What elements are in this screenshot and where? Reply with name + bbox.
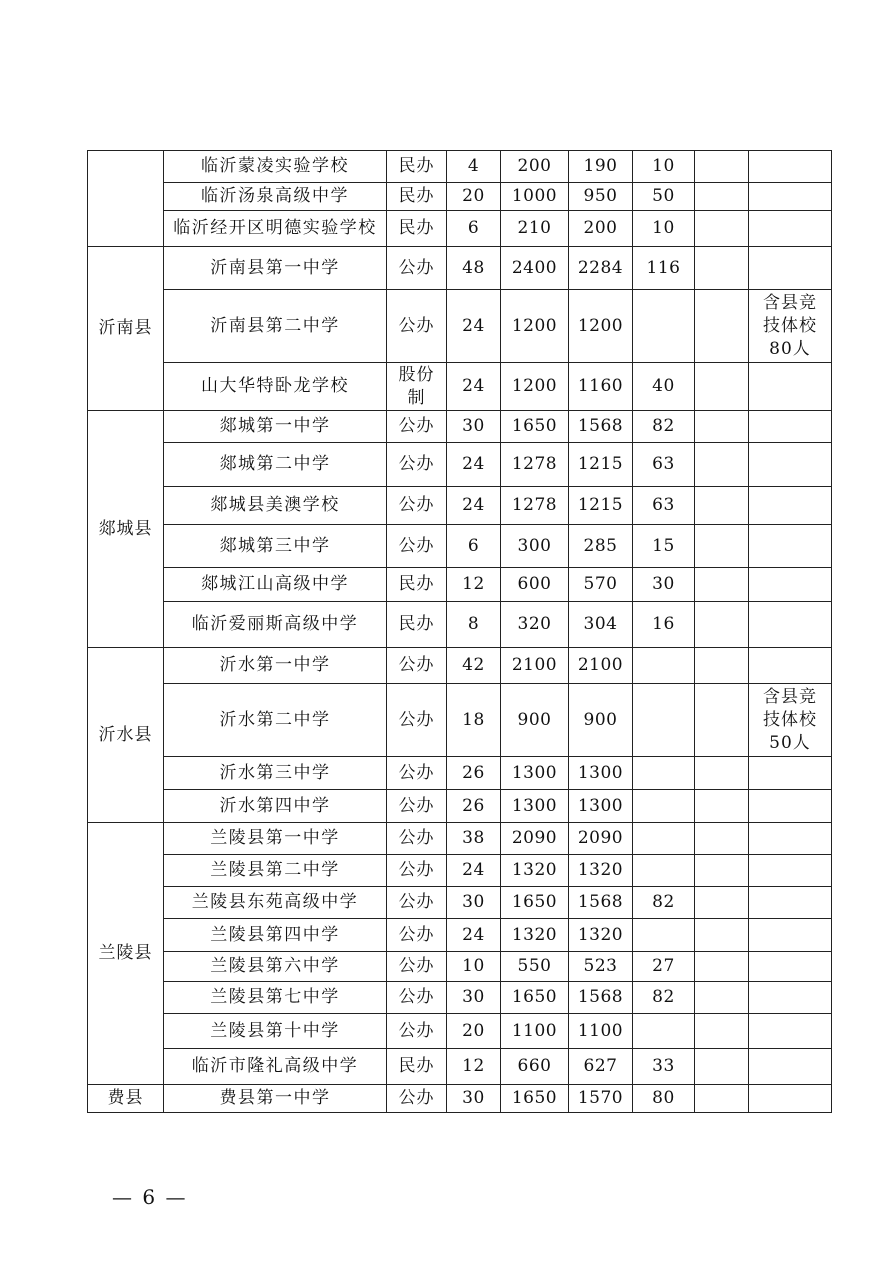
extra-quota-cell	[695, 1014, 749, 1049]
extra-quota-cell	[695, 211, 749, 247]
table-row	[88, 568, 832, 602]
table-row	[88, 1049, 832, 1085]
enrollment-plan-cell: 1300	[501, 790, 569, 823]
extra-quota-cell	[695, 363, 749, 411]
table-row	[88, 1014, 832, 1049]
school-name-cell: 临沂蒙凌实验学校	[164, 151, 387, 183]
school-type-cell: 公办	[387, 290, 447, 363]
class-count-cell: 30	[447, 887, 501, 919]
class-count-cell: 26	[447, 790, 501, 823]
extra-quota-cell	[695, 443, 749, 487]
outside-quota-cell	[633, 790, 695, 823]
school-type-cell: 公办	[387, 855, 447, 887]
class-count-cell: 12	[447, 568, 501, 602]
extra-quota-cell	[695, 982, 749, 1014]
class-count-cell: 24	[447, 290, 501, 363]
table-row	[88, 982, 832, 1014]
class-count-cell: 10	[447, 952, 501, 982]
extra-quota-cell	[695, 919, 749, 952]
remark-cell	[749, 487, 832, 525]
outside-quota-cell: 33	[633, 1049, 695, 1085]
table-row	[88, 919, 832, 952]
school-name-cell: 沂水第四中学	[164, 790, 387, 823]
enrollment-plan-cell: 210	[501, 211, 569, 247]
enrollment-plan-cell: 600	[501, 568, 569, 602]
extra-quota-cell	[695, 183, 749, 211]
table-row	[88, 525, 832, 568]
remark-cell	[749, 757, 832, 790]
school-type-cell: 公办	[387, 684, 447, 757]
school-name-cell: 沂水第三中学	[164, 757, 387, 790]
local-quota-cell: 2090	[569, 823, 633, 855]
school-name-cell: 山大华特卧龙学校	[164, 363, 387, 411]
class-count-cell: 30	[447, 1085, 501, 1113]
remark-cell	[749, 183, 832, 211]
school-name-cell: 临沂汤泉高级中学	[164, 183, 387, 211]
local-quota-cell: 190	[569, 151, 633, 183]
local-quota-cell: 200	[569, 211, 633, 247]
enrollment-plan-cell: 1200	[501, 290, 569, 363]
table-row	[88, 855, 832, 887]
extra-quota-cell	[695, 952, 749, 982]
enrollment-plan-cell: 1278	[501, 443, 569, 487]
remark-cell	[749, 602, 832, 648]
table-row	[88, 887, 832, 919]
class-count-cell: 24	[447, 443, 501, 487]
school-type-cell: 民办	[387, 211, 447, 247]
enrollment-plan-cell: 1100	[501, 1014, 569, 1049]
outside-quota-cell: 116	[633, 247, 695, 290]
table-row	[88, 443, 832, 487]
local-quota-cell: 1160	[569, 363, 633, 411]
enrollment-plan-cell: 550	[501, 952, 569, 982]
enrollment-plan-cell: 660	[501, 1049, 569, 1085]
class-count-cell: 24	[447, 919, 501, 952]
local-quota-cell: 304	[569, 602, 633, 648]
school-type-cell: 公办	[387, 982, 447, 1014]
class-count-cell: 48	[447, 247, 501, 290]
school-name-cell: 沂水第二中学	[164, 684, 387, 757]
school-name-cell: 兰陵县东苑高级中学	[164, 887, 387, 919]
outside-quota-cell	[633, 290, 695, 363]
enrollment-plan-cell: 1000	[501, 183, 569, 211]
outside-quota-cell: 30	[633, 568, 695, 602]
extra-quota-cell	[695, 1049, 749, 1085]
enrollment-plan-cell: 900	[501, 684, 569, 757]
school-type-cell: 民办	[387, 568, 447, 602]
outside-quota-cell: 27	[633, 952, 695, 982]
county-cell	[88, 151, 164, 247]
local-quota-cell: 1215	[569, 487, 633, 525]
class-count-cell: 26	[447, 757, 501, 790]
school-type-cell: 股份 制	[387, 363, 447, 411]
enrollment-plan-cell: 1200	[501, 363, 569, 411]
local-quota-cell: 2100	[569, 648, 633, 684]
table-row	[88, 790, 832, 823]
school-type-cell: 公办	[387, 1014, 447, 1049]
extra-quota-cell	[695, 855, 749, 887]
school-type-cell: 民办	[387, 151, 447, 183]
outside-quota-cell: 63	[633, 443, 695, 487]
table-row	[88, 151, 832, 183]
school-name-cell: 郯城第三中学	[164, 525, 387, 568]
county-cell: 费县	[88, 1085, 164, 1113]
school-type-cell: 公办	[387, 823, 447, 855]
school-name-cell: 郯城第二中学	[164, 443, 387, 487]
remark-cell	[749, 443, 832, 487]
remark-cell	[749, 790, 832, 823]
extra-quota-cell	[695, 602, 749, 648]
table-row	[88, 823, 832, 855]
remark-cell	[749, 1014, 832, 1049]
class-count-cell: 42	[447, 648, 501, 684]
county-cell: 郯城县	[88, 411, 164, 648]
table-row	[88, 648, 832, 684]
school-name-cell: 兰陵县第十中学	[164, 1014, 387, 1049]
enrollment-plan-cell: 1650	[501, 887, 569, 919]
school-type-cell: 公办	[387, 1085, 447, 1113]
school-type-cell: 民办	[387, 183, 447, 211]
local-quota-cell: 1300	[569, 790, 633, 823]
table-row	[88, 684, 832, 757]
extra-quota-cell	[695, 568, 749, 602]
remark-cell	[749, 823, 832, 855]
local-quota-cell: 1300	[569, 757, 633, 790]
local-quota-cell: 1215	[569, 443, 633, 487]
enrollment-plan-cell: 300	[501, 525, 569, 568]
table-row	[88, 411, 832, 443]
local-quota-cell: 1568	[569, 411, 633, 443]
local-quota-cell: 627	[569, 1049, 633, 1085]
enrollment-table	[87, 150, 832, 1113]
table-row	[88, 211, 832, 247]
page-number: — 6 —	[112, 1185, 188, 1209]
enrollment-plan-cell: 1278	[501, 487, 569, 525]
enrollment-plan-cell: 1650	[501, 982, 569, 1014]
outside-quota-cell: 50	[633, 183, 695, 211]
outside-quota-cell	[633, 1014, 695, 1049]
table-row	[88, 363, 832, 411]
school-name-cell: 兰陵县第六中学	[164, 952, 387, 982]
outside-quota-cell	[633, 855, 695, 887]
local-quota-cell: 570	[569, 568, 633, 602]
enrollment-plan-cell: 320	[501, 602, 569, 648]
outside-quota-cell	[633, 648, 695, 684]
remark-cell	[749, 1085, 832, 1113]
remark-cell	[749, 247, 832, 290]
school-type-cell: 公办	[387, 887, 447, 919]
school-name-cell: 沂南县第二中学	[164, 290, 387, 363]
extra-quota-cell	[695, 684, 749, 757]
enrollment-plan-cell: 1300	[501, 757, 569, 790]
county-cell: 沂水县	[88, 648, 164, 823]
class-count-cell: 24	[447, 855, 501, 887]
remark-cell	[749, 411, 832, 443]
local-quota-cell: 1200	[569, 290, 633, 363]
class-count-cell: 6	[447, 211, 501, 247]
table-row	[88, 290, 832, 363]
remark-cell: 含县竞 技体校 80人	[749, 290, 832, 363]
remark-cell	[749, 568, 832, 602]
remark-cell	[749, 887, 832, 919]
outside-quota-cell	[633, 757, 695, 790]
extra-quota-cell	[695, 247, 749, 290]
enrollment-plan-cell: 2090	[501, 823, 569, 855]
remark-cell	[749, 952, 832, 982]
enrollment-plan-cell: 1650	[501, 1085, 569, 1113]
table-row	[88, 247, 832, 290]
school-type-cell: 公办	[387, 411, 447, 443]
school-type-cell: 公办	[387, 952, 447, 982]
local-quota-cell: 1568	[569, 982, 633, 1014]
outside-quota-cell	[633, 684, 695, 757]
class-count-cell: 12	[447, 1049, 501, 1085]
school-name-cell: 费县第一中学	[164, 1085, 387, 1113]
enrollment-plan-cell: 1320	[501, 919, 569, 952]
school-name-cell: 兰陵县第七中学	[164, 982, 387, 1014]
enrollment-plan-cell: 2100	[501, 648, 569, 684]
outside-quota-cell	[633, 823, 695, 855]
school-type-cell: 民办	[387, 602, 447, 648]
class-count-cell: 24	[447, 363, 501, 411]
remark-cell	[749, 648, 832, 684]
outside-quota-cell: 40	[633, 363, 695, 411]
outside-quota-cell: 15	[633, 525, 695, 568]
enrollment-plan-cell: 2400	[501, 247, 569, 290]
extra-quota-cell	[695, 1085, 749, 1113]
school-name-cell: 临沂经开区明德实验学校	[164, 211, 387, 247]
school-name-cell: 兰陵县第二中学	[164, 855, 387, 887]
school-type-cell: 公办	[387, 919, 447, 952]
class-count-cell: 6	[447, 525, 501, 568]
table-row	[88, 602, 832, 648]
table-row	[88, 1085, 832, 1113]
class-count-cell: 20	[447, 1014, 501, 1049]
class-count-cell: 30	[447, 411, 501, 443]
local-quota-cell: 1100	[569, 1014, 633, 1049]
extra-quota-cell	[695, 648, 749, 684]
outside-quota-cell: 63	[633, 487, 695, 525]
class-count-cell: 38	[447, 823, 501, 855]
school-name-cell: 兰陵县第四中学	[164, 919, 387, 952]
school-name-cell: 兰陵县第一中学	[164, 823, 387, 855]
local-quota-cell: 900	[569, 684, 633, 757]
enrollment-plan-cell: 200	[501, 151, 569, 183]
local-quota-cell: 1570	[569, 1085, 633, 1113]
remark-cell: 含县竞 技体校 50人	[749, 684, 832, 757]
school-type-cell: 公办	[387, 247, 447, 290]
local-quota-cell: 523	[569, 952, 633, 982]
school-name-cell: 沂水第一中学	[164, 648, 387, 684]
remark-cell	[749, 855, 832, 887]
outside-quota-cell: 82	[633, 982, 695, 1014]
class-count-cell: 24	[447, 487, 501, 525]
extra-quota-cell	[695, 887, 749, 919]
remark-cell	[749, 1049, 832, 1085]
local-quota-cell: 285	[569, 525, 633, 568]
school-type-cell: 公办	[387, 648, 447, 684]
remark-cell	[749, 982, 832, 1014]
local-quota-cell: 950	[569, 183, 633, 211]
county-cell: 沂南县	[88, 247, 164, 411]
local-quota-cell: 1320	[569, 919, 633, 952]
table-row	[88, 952, 832, 982]
outside-quota-cell: 16	[633, 602, 695, 648]
class-count-cell: 30	[447, 982, 501, 1014]
local-quota-cell: 2284	[569, 247, 633, 290]
school-type-cell: 公办	[387, 757, 447, 790]
extra-quota-cell	[695, 151, 749, 183]
school-name-cell: 郯城第一中学	[164, 411, 387, 443]
school-type-cell: 公办	[387, 487, 447, 525]
local-quota-cell: 1568	[569, 887, 633, 919]
county-cell: 兰陵县	[88, 823, 164, 1085]
remark-cell	[749, 211, 832, 247]
class-count-cell: 18	[447, 684, 501, 757]
local-quota-cell: 1320	[569, 855, 633, 887]
table-row	[88, 183, 832, 211]
outside-quota-cell	[633, 919, 695, 952]
remark-cell	[749, 363, 832, 411]
class-count-cell: 20	[447, 183, 501, 211]
table-row	[88, 757, 832, 790]
remark-cell	[749, 919, 832, 952]
extra-quota-cell	[695, 525, 749, 568]
extra-quota-cell	[695, 757, 749, 790]
enrollment-plan-cell: 1320	[501, 855, 569, 887]
school-name-cell: 郯城江山高级中学	[164, 568, 387, 602]
outside-quota-cell: 80	[633, 1085, 695, 1113]
class-count-cell: 8	[447, 602, 501, 648]
school-type-cell: 公办	[387, 443, 447, 487]
school-name-cell: 沂南县第一中学	[164, 247, 387, 290]
outside-quota-cell: 82	[633, 887, 695, 919]
school-type-cell: 公办	[387, 790, 447, 823]
outside-quota-cell: 82	[633, 411, 695, 443]
remark-cell	[749, 151, 832, 183]
class-count-cell: 4	[447, 151, 501, 183]
extra-quota-cell	[695, 823, 749, 855]
school-type-cell: 公办	[387, 525, 447, 568]
remark-cell	[749, 525, 832, 568]
school-name-cell: 临沂市隆礼高级中学	[164, 1049, 387, 1085]
extra-quota-cell	[695, 290, 749, 363]
table-row	[88, 487, 832, 525]
outside-quota-cell: 10	[633, 151, 695, 183]
school-type-cell: 民办	[387, 1049, 447, 1085]
extra-quota-cell	[695, 790, 749, 823]
school-name-cell: 临沂爱丽斯高级中学	[164, 602, 387, 648]
extra-quota-cell	[695, 487, 749, 525]
outside-quota-cell: 10	[633, 211, 695, 247]
enrollment-plan-cell: 1650	[501, 411, 569, 443]
extra-quota-cell	[695, 411, 749, 443]
school-name-cell: 郯城县美澳学校	[164, 487, 387, 525]
